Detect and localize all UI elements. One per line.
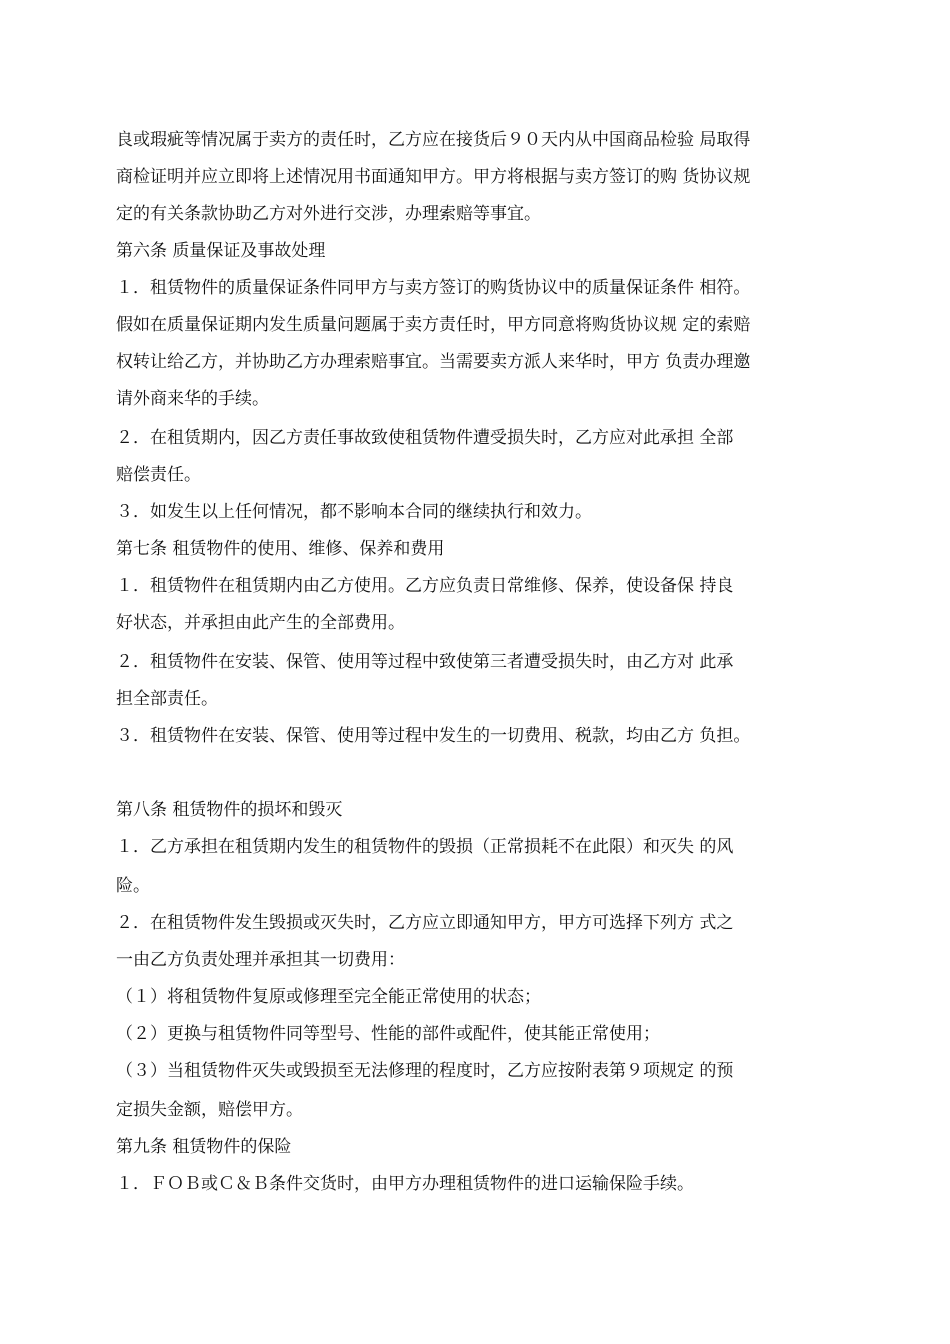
text-line: １．租赁物件的质量保证条件同甲方与卖方签订的购货协议中的质量保证条件 相符。 bbox=[116, 278, 751, 298]
text-line: 请外商来华的手续。 bbox=[116, 389, 269, 409]
section-heading: 第八条 租赁物件的损坏和毁灭 bbox=[116, 800, 343, 820]
text-line: 一由乙方负责处理并承担其一切费用： bbox=[116, 950, 405, 970]
text-line: ２．在租赁期内，因乙方责任事故致使租赁物件遭受损失时，乙方应对此承担 全部 bbox=[116, 428, 734, 448]
section-heading: 第七条 租赁物件的使用、维修、保养和费用 bbox=[116, 539, 445, 559]
text-line: ３．租赁物件在安装、保管、使用等过程中发生的一切费用、税款，均由乙方 负担。 bbox=[116, 726, 751, 746]
text-line: １．ＦＯＢ或Ｃ＆Ｂ条件交货时，由甲方办理租赁物件的进口运输保险手续。 bbox=[116, 1174, 694, 1194]
text-line: ２．租赁物件在安装、保管、使用等过程中致使第三者遭受损失时，由乙方对 此承 bbox=[116, 652, 734, 672]
text-line: 权转让给乙方，并协助乙方办理索赔事宜。当需要卖方派人来华时，甲方 负责办理邀 bbox=[116, 352, 751, 372]
list-item: （１）将租赁物件复原或修理至完全能正常使用的状态； bbox=[116, 987, 541, 1007]
text-line: 良或瑕疵等情况属于卖方的责任时，乙方应在接货后９０天内从中国商品检验 局取得 bbox=[116, 130, 751, 150]
text-line: 担全部责任。 bbox=[116, 689, 218, 709]
text-line: 险。 bbox=[116, 876, 150, 896]
text-line: 好状态，并承担由此产生的全部费用。 bbox=[116, 613, 405, 633]
list-item: （２）更换与租赁物件同等型号、性能的部件或配件，使其能正常使用； bbox=[116, 1024, 660, 1044]
text-line: ２．在租赁物件发生毁损或灭失时，乙方应立即通知甲方，甲方可选择下列方 式之 bbox=[116, 913, 734, 933]
text-line: 定损失金额，赔偿甲方。 bbox=[116, 1100, 303, 1120]
text-line: 赔偿责任。 bbox=[116, 465, 201, 485]
section-heading: 第九条 租赁物件的保险 bbox=[116, 1137, 292, 1157]
text-line: １．租赁物件在租赁期内由乙方使用。乙方应负责日常维修、保养，使设备保 持良 bbox=[116, 576, 734, 596]
text-line: 商检证明并应立即将上述情况用书面通知甲方。甲方将根据与卖方签订的购 货协议规 bbox=[116, 167, 751, 187]
text-line: ３．如发生以上任何情况，都不影响本合同的继续执行和效力。 bbox=[116, 502, 592, 522]
list-item: （３）当租赁物件灭失或毁损至无法修理的程度时，乙方应按附表第９项规定 的预 bbox=[116, 1061, 734, 1081]
text-line: １．乙方承担在租赁期内发生的租赁物件的毁损（正常损耗不在此限）和灭失 的风 bbox=[116, 837, 734, 857]
section-heading: 第六条 质量保证及事故处理 bbox=[116, 241, 326, 261]
text-line: 假如在质量保证期内发生质量问题属于卖方责任时，甲方同意将购货协议规 定的索赔 bbox=[116, 315, 751, 335]
text-line: 定的有关条款协助乙方对外进行交涉，办理索赔等事宜。 bbox=[116, 204, 541, 224]
